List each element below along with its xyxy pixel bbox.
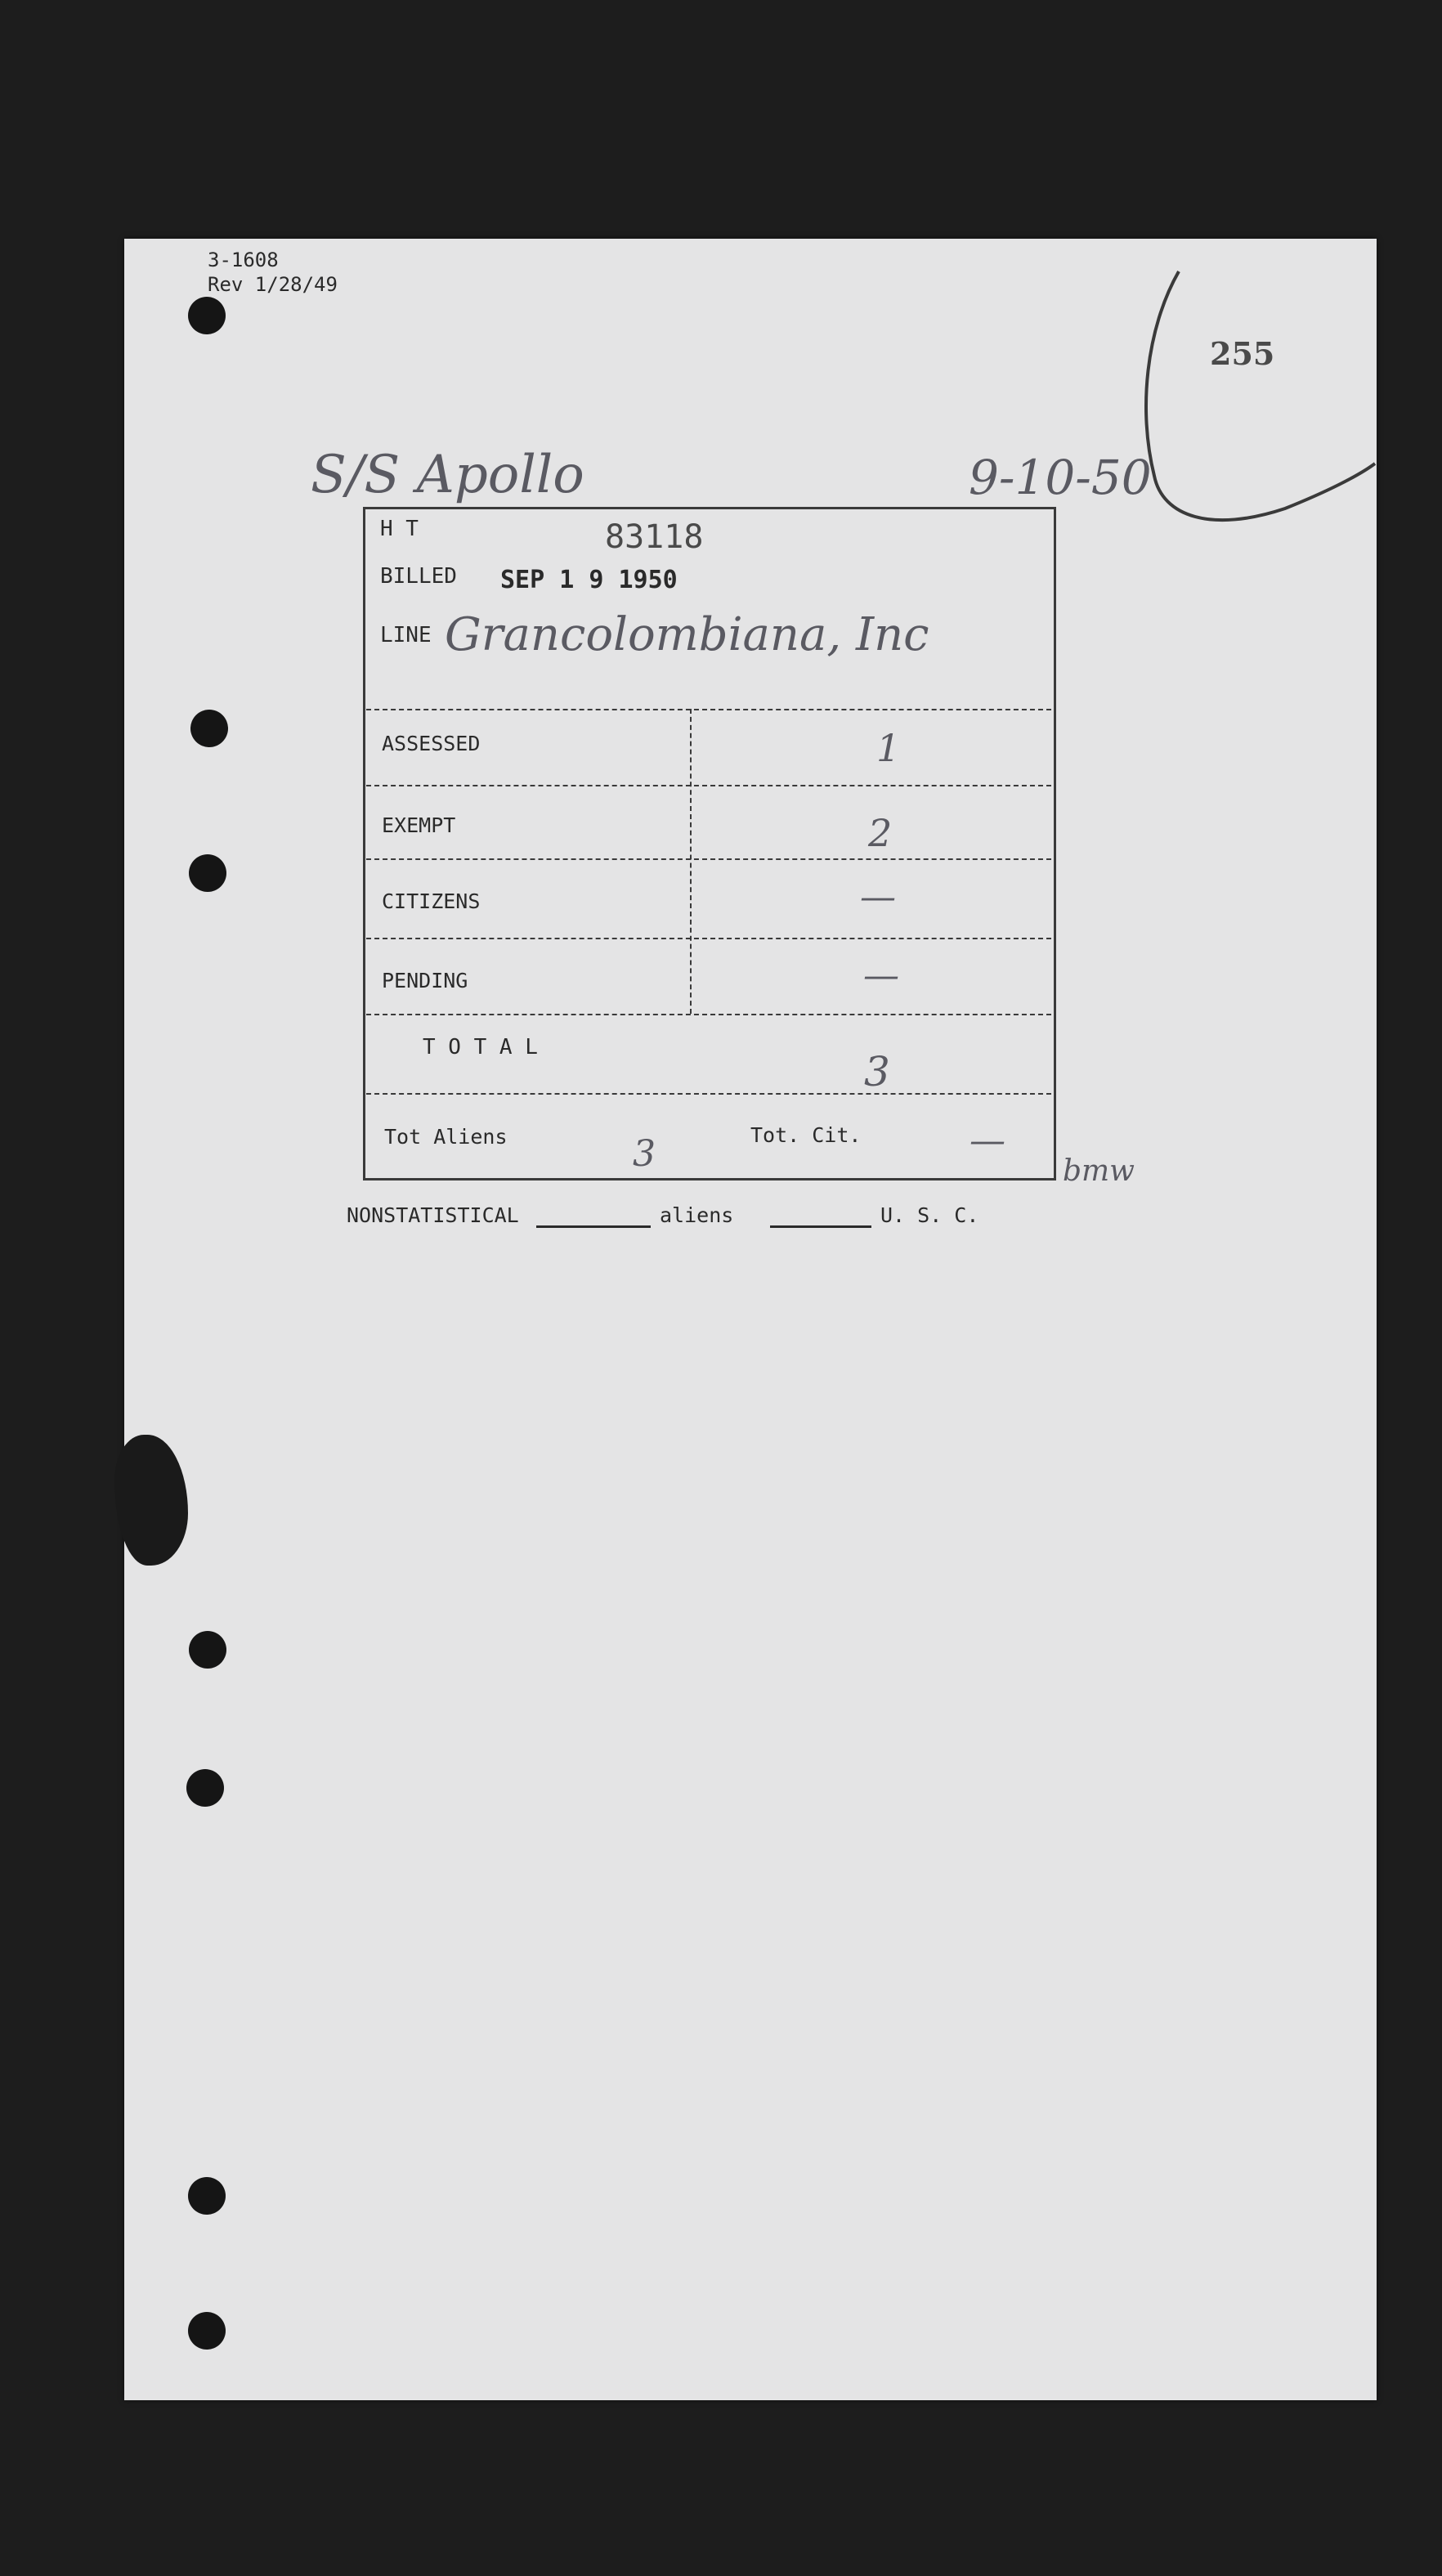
total-label: T O T A L	[423, 1035, 538, 1060]
total-value: 3	[864, 1048, 890, 1095]
tot-cit-value: —	[970, 1120, 1005, 1162]
document-sheet	[124, 239, 1377, 2400]
row-value-citizens: —	[860, 876, 896, 918]
billed-date-stamp: SEP 1 9 1950	[500, 566, 678, 594]
ht-label: H T	[380, 517, 419, 541]
ht-number: 83118	[605, 518, 704, 556]
punch-hole	[189, 854, 226, 892]
divider-header	[366, 709, 1051, 710]
handwritten-line-name: Grancolombiana, Inc	[445, 608, 929, 661]
row-value-assessed: 1	[876, 726, 901, 770]
punch-hole	[190, 710, 228, 747]
punch-hole	[189, 1631, 226, 1669]
form-revision: Rev 1/28/49	[208, 273, 338, 296]
column-divider	[690, 709, 692, 1014]
row-value-exempt: 2	[868, 811, 893, 855]
handwritten-bracket-mark	[1122, 263, 1377, 549]
page-number: 255	[1210, 335, 1275, 372]
divider-row-3	[366, 938, 1051, 939]
tot-cit-label: Tot. Cit.	[750, 1123, 862, 1147]
punch-hole	[188, 297, 226, 334]
handwritten-initials: bmw	[1063, 1154, 1135, 1188]
nonstatistical-blank	[536, 1225, 651, 1228]
form-number: 3-1608	[208, 249, 279, 271]
nonstatistical-label: NONSTATISTICAL	[347, 1203, 519, 1227]
row-value-pending: —	[863, 955, 899, 997]
row-label-assessed: ASSESSED	[382, 732, 481, 755]
tot-aliens-value: 3	[633, 1133, 656, 1175]
aliens-label: aliens	[660, 1203, 734, 1227]
divider-total	[366, 1093, 1051, 1095]
line-label: LINE	[380, 623, 432, 647]
row-label-pending: PENDING	[382, 969, 468, 992]
handwritten-ship-name: S/S Apollo	[311, 445, 584, 505]
handwritten-date: 9-10-50	[969, 450, 1152, 505]
divider-row-4	[366, 1014, 1051, 1015]
divider-row-1	[366, 785, 1051, 786]
divider-row-2	[366, 858, 1051, 860]
aliens-blank	[770, 1225, 871, 1228]
billed-label: BILLED	[380, 564, 457, 589]
row-label-exempt: EXEMPT	[382, 813, 456, 837]
row-label-citizens: CITIZENS	[382, 889, 481, 913]
punch-hole	[188, 2177, 226, 2215]
punch-hole	[186, 1769, 224, 1807]
tot-aliens-label: Tot Aliens	[384, 1125, 508, 1149]
punch-hole	[188, 2312, 226, 2350]
usc-label: U. S. C.	[880, 1203, 979, 1227]
